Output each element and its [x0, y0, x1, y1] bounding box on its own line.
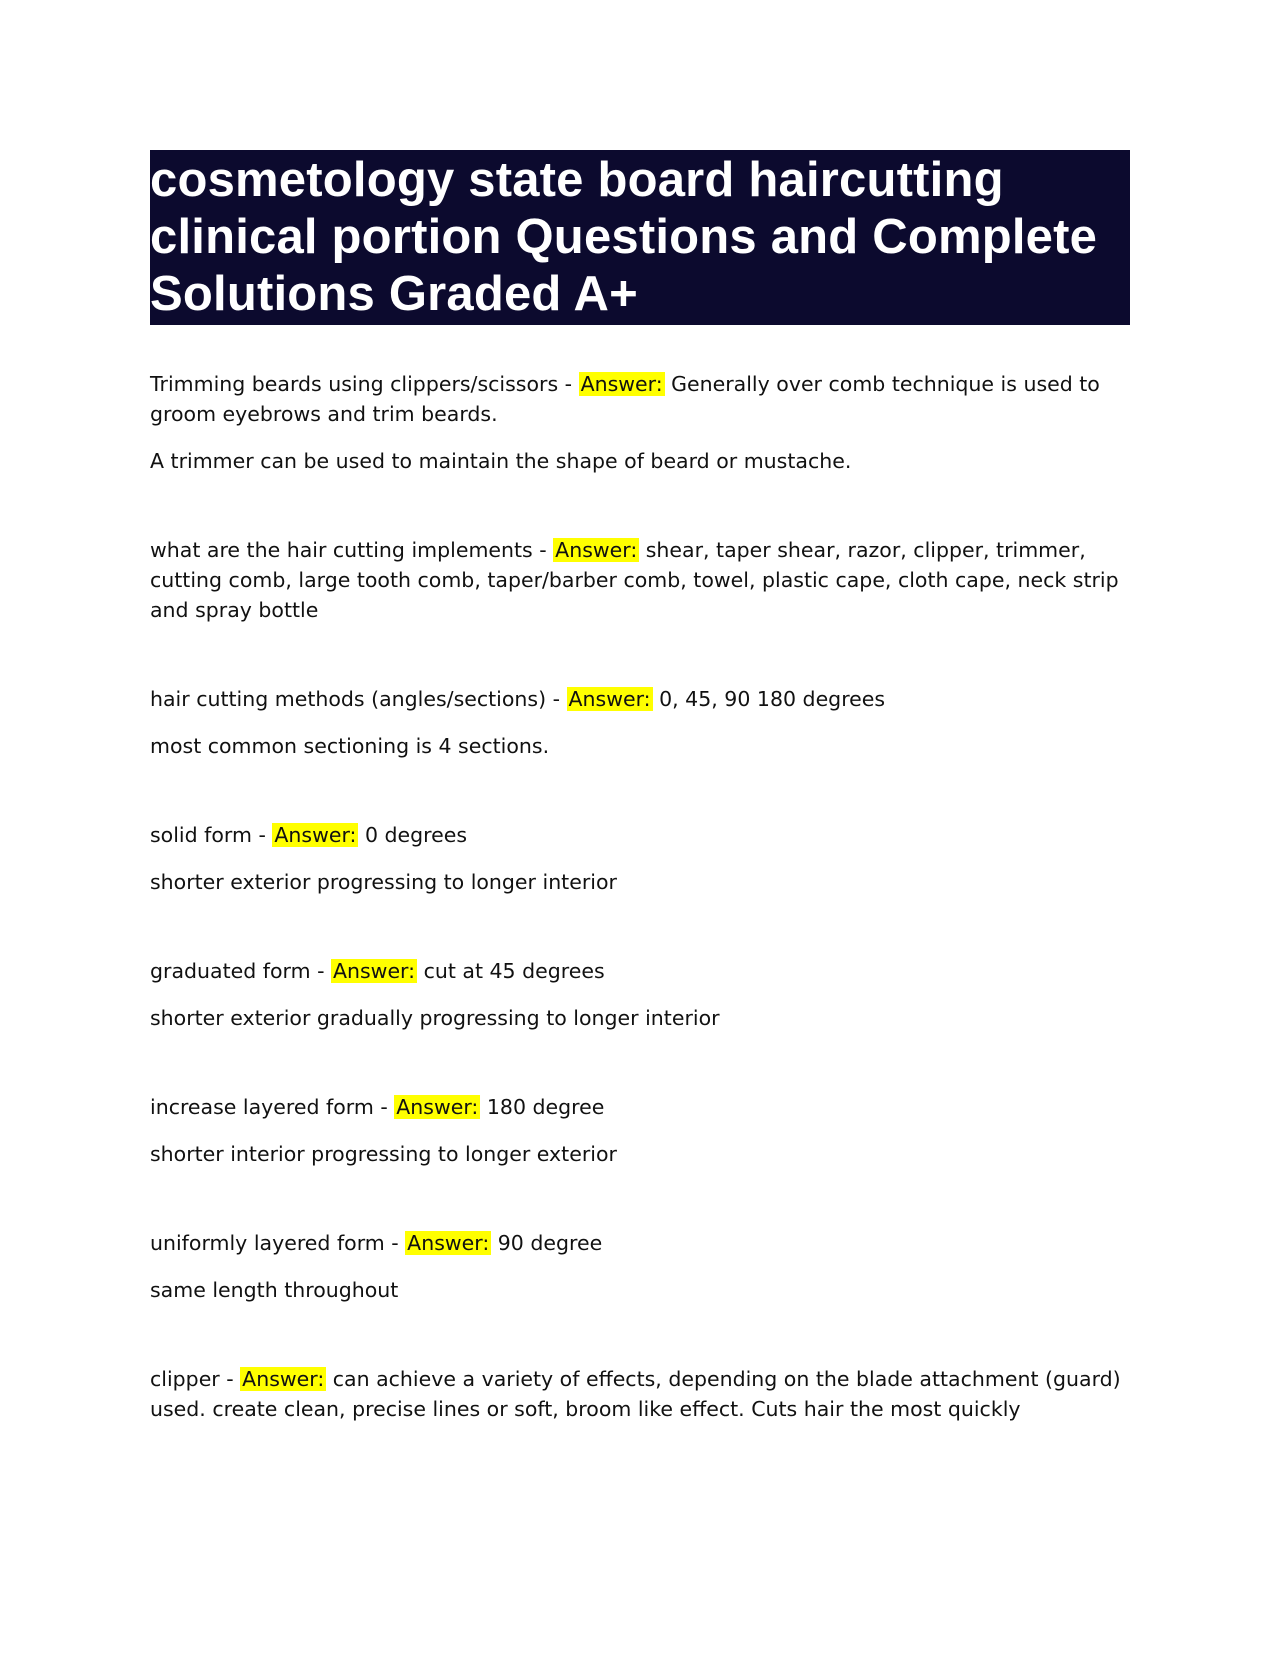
answer-text: 180 degree	[480, 1095, 605, 1119]
answer-text: shear, taper shear, razor, clipper, trimmer, cutting comb, large tooth comb, taper/barber comb, towel, plastic cape, cloth cape, neck strip and spray bottle	[150, 538, 1119, 622]
answer-note: same length throughout	[150, 1278, 399, 1302]
qa-entry	[150, 684, 1130, 761]
answer-note: shorter exterior progressing to longer interior	[150, 870, 617, 894]
qa-question-line	[150, 820, 1130, 850]
qa-question-line	[150, 1228, 1130, 1258]
qa-entry	[150, 956, 1130, 1033]
answer-highlight: Answer:	[396, 1095, 479, 1119]
question-term: solid form -	[150, 823, 273, 847]
answer-text: 0, 45, 90 180 degrees	[652, 687, 886, 711]
answer-text: can achieve a variety of effects, depending on the blade attachment (guard) used. create clean, precise lines or soft, broom like effect. Cuts hair the most quickly	[150, 1367, 1121, 1421]
title-line: Solutions Graded A+	[150, 267, 638, 321]
qa-entry	[150, 820, 1130, 897]
qa-entry	[150, 535, 1130, 625]
answer-highlight: Answer:	[568, 687, 651, 711]
question-term: what are the hair cutting implements -	[150, 538, 554, 562]
qa-entry	[150, 1228, 1130, 1305]
qa-question-line	[150, 535, 1130, 625]
answer-note: most common sectioning is 4 sections.	[150, 734, 550, 758]
answer-note: shorter exterior gradually progressing to longer interior	[150, 1006, 720, 1030]
question-term: uniformly layered form -	[150, 1231, 406, 1255]
answer-text: Generally over comb technique is used to groom eyebrows and trim beards.	[150, 372, 1100, 426]
qa-question-line	[150, 684, 1130, 714]
answer-note: A trimmer can be used to maintain the shape of beard or mustache.	[150, 449, 852, 473]
answer-text: 90 degree	[491, 1231, 603, 1255]
qa-list	[150, 369, 1130, 1424]
qa-entry	[150, 369, 1130, 476]
question-term: clipper -	[150, 1367, 241, 1391]
answer-highlight: Answer:	[555, 538, 638, 562]
title-line: clinical portion Questions and Complete	[150, 210, 1098, 264]
answer-highlight: Answer:	[580, 372, 663, 396]
document-page	[150, 150, 1130, 1424]
title-line: cosmetology state board haircutting	[150, 153, 1004, 207]
answer-text: cut at 45 degrees	[417, 959, 605, 983]
question-term: increase layered form -	[150, 1095, 395, 1119]
question-term: graduated form -	[150, 959, 331, 983]
answer-highlight: Answer:	[407, 1231, 490, 1255]
qa-question-line	[150, 956, 1130, 986]
answer-highlight: Answer:	[332, 959, 416, 983]
question-term: hair cutting methods (angles/sections) -	[150, 687, 567, 711]
answer-highlight: Answer:	[242, 1367, 325, 1391]
qa-question-line	[150, 1092, 1130, 1122]
answer-text: 0 degrees	[358, 823, 468, 847]
qa-entry	[150, 1364, 1130, 1424]
document-title	[150, 150, 1130, 325]
qa-question-line	[150, 1364, 1130, 1424]
qa-question-line	[150, 369, 1130, 429]
answer-highlight: Answer:	[274, 823, 357, 847]
answer-note: shorter interior progressing to longer exterior	[150, 1142, 617, 1166]
qa-entry	[150, 1092, 1130, 1169]
question-term: Trimming beards using clippers/scissors -	[150, 372, 579, 396]
